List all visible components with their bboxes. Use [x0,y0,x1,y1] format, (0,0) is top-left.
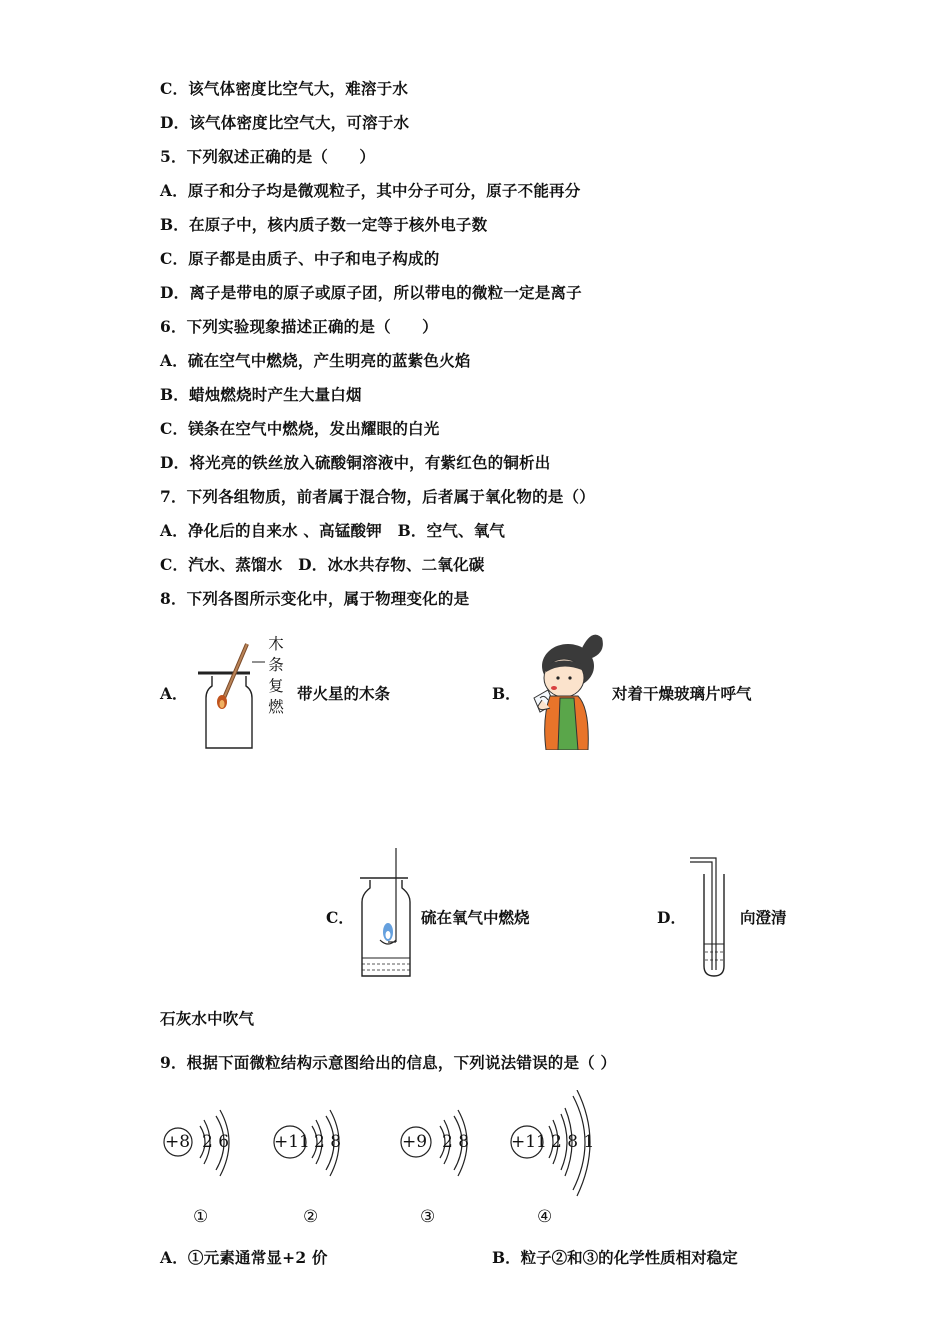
bottle-with-splint-figure [190,640,265,752]
q6-option-b: B．蜡烛燃烧时产生大量白烟 [160,385,362,404]
particle-4-index: ④ [537,1207,553,1227]
q5-option-b: B．在原子中，核内质子数一定等于核外电子数 [160,215,488,234]
q5-option-a: A．原子和分子均是微观粒子，其中分子可分，原子不能再分 [160,181,581,200]
particle-4-shells: 2 8 1 [551,1132,595,1152]
q8-a-figure-label: 木 条 复 燃 [268,635,284,716]
q7-stem: 7．下列各组物质，前者属于混合物，后者属于氧化物的是（） [160,487,595,506]
q6-option-c: C．镁条在空气中燃烧，发出耀眼的白光 [160,419,440,438]
particle-diagram-3 [398,1100,488,1190]
q6-option-a: A．硫在空气中燃烧，产生明亮的蓝紫色火焰 [160,351,471,370]
particle-1-index: ① [193,1207,209,1227]
q9-option-b: B．粒子②和③的化学性质相对稳定 [492,1248,738,1267]
particle-2-index: ② [303,1207,319,1227]
q8-option-c-label: C． [326,908,354,927]
q8-option-a-label: A． [160,684,188,703]
q4-option-c: C．该气体密度比空气大，难溶于水 [160,79,409,98]
q8-option-c-caption: 硫在氧气中燃烧 [421,908,530,927]
q8-option-d-caption: 向澄清 [740,908,787,927]
q8-stem: 8．下列各图所示变化中，属于物理变化的是 [160,589,470,608]
particle-diagram-4 [507,1090,607,1200]
particle-1-shells: 2 6 [202,1132,230,1152]
particle-diagram-1 [160,1100,250,1190]
particle-3-shells: 2 8 [442,1132,470,1152]
q9-option-a: A．①元素通常显+2 价 [160,1248,328,1267]
q6-option-d: D．将光亮的铁丝放入硫酸铜溶液中，有紫红色的铜析出 [160,453,551,472]
test-tube-figure [690,852,734,980]
q8-option-b-caption: 对着干燥玻璃片呼气 [612,684,752,703]
particle-2-nucleus: +11 [274,1132,310,1152]
particle-3-index: ③ [420,1207,436,1227]
q4-option-d: D．该气体密度比空气大，可溶于水 [160,113,410,132]
particle-4-nucleus: +11 [511,1132,547,1152]
particle-3-nucleus: +9 [402,1132,428,1152]
q5-option-d: D．离子是带电的原子或原子团，所以带电的微粒一定是离子 [160,283,582,302]
q7-options-ab: A．净化后的自来水 、高锰酸钾 B．空气、氧气 [160,521,506,540]
q8-option-b-label: B． [492,684,521,703]
q9-stem: 9．根据下面微粒结构示意图给出的信息，下列说法错误的是（ ） [160,1053,617,1072]
particle-2-shells: 2 8 [314,1132,342,1152]
particle-diagram-2 [270,1100,360,1190]
q8-option-d-caption-cont: 石灰水中吹气 [160,1009,255,1028]
q6-stem: 6．下列实验现象描述正确的是（ ） [160,317,438,336]
q8-option-a-caption: 带火星的木条 [297,684,391,703]
q5-option-c: C．原子都是由质子、中子和电子构成的 [160,249,440,268]
girl-breathing-figure [520,628,606,750]
sulfur-bottle-figure [356,846,418,980]
particle-1-nucleus: +8 [165,1132,191,1152]
q8-option-d-label: D． [657,908,686,927]
q5-stem: 5．下列叙述正确的是（ ） [160,147,376,166]
q7-options-cd: C．汽水、蒸馏水 D．冰水共存物、二氧化碳 [160,555,485,574]
